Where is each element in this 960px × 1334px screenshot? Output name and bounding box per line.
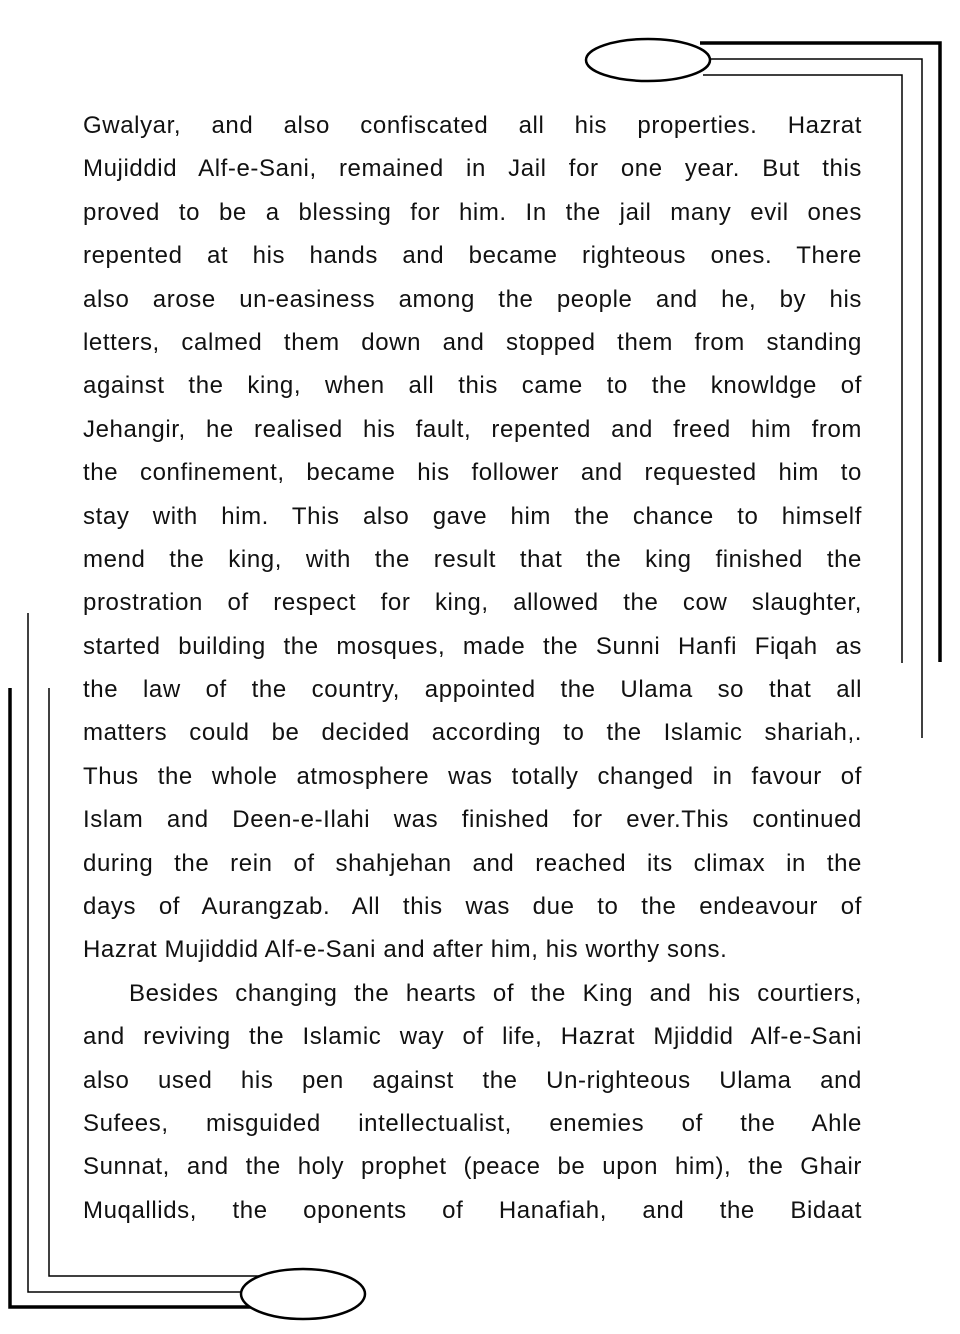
body-text (83, 104, 862, 1232)
text-line: Jehangir, he realised his fault, repented and freed him from (83, 415, 862, 443)
border-bottom-ellipse (241, 1269, 365, 1319)
text-line: mend the king, with the result that the king finished the (83, 545, 862, 573)
text-line: Besides changing the hearts of the King and his courtiers, (129, 979, 862, 1007)
text-line: Gwalyar, and also confiscated all his properties. Hazrat (83, 112, 862, 139)
text-line: Sufees, misguided intellectualist, enemies of the Ahle (83, 1109, 862, 1137)
border-top-ellipse (586, 39, 710, 81)
text-line: the confinement, became his follower and requested him to (83, 459, 862, 487)
text-line: Sunnat, and the holy prophet (peace be upon him), the Ghair (83, 1153, 862, 1181)
text-line: and reviving the Islamic way of life, Hazrat Mjiddid Alf-e-Sani (83, 1023, 862, 1051)
text-line: days of Aurangzab. All this was due to the endeavour of (83, 893, 862, 921)
text-line: Islam and Deen-e-Ilahi was finished for ever.This continued (83, 806, 862, 834)
text-line: proved to be a blessing for him. In the jail many evil ones (83, 198, 862, 226)
text-line: against the king, when all this came to the knowldge of (83, 372, 862, 400)
text-line: Hazrat Mujiddid Alf-e-Sani and after him, his worthy sons. (83, 936, 728, 964)
text-line: also arose un-easiness among the people and he, by his (83, 285, 862, 313)
text-line: Muqallids, the oponents of Hanafiah, and the Bidaat (83, 1196, 862, 1224)
text-line: Mujiddid Alf-e-Sani, remained in Jail for one year. But this (83, 155, 862, 183)
text-line: repented at his hands and became righteous ones. There (83, 242, 862, 270)
text-line: the law of the country, appointed the Ulama so that all (83, 676, 862, 704)
text-line: also used his pen against the Un-righteous Ulama and (83, 1066, 862, 1094)
text-line: matters could be decided according to the Islamic shariah,. (83, 719, 862, 747)
text-line: Thus the whole atmosphere was totally changed in favour of (83, 762, 862, 790)
text-line: prostration of respect for king, allowed the cow slaughter, (83, 589, 862, 617)
text-line: stay with him. This also gave him the chance to himself (83, 502, 862, 530)
text-line: started building the mosques, made the Sunni Hanfi Fiqah as (83, 632, 862, 660)
text-line: letters, calmed them down and stopped them from standing (83, 328, 862, 356)
text-line: during the rein of shahjehan and reached its climax in the (83, 849, 862, 877)
